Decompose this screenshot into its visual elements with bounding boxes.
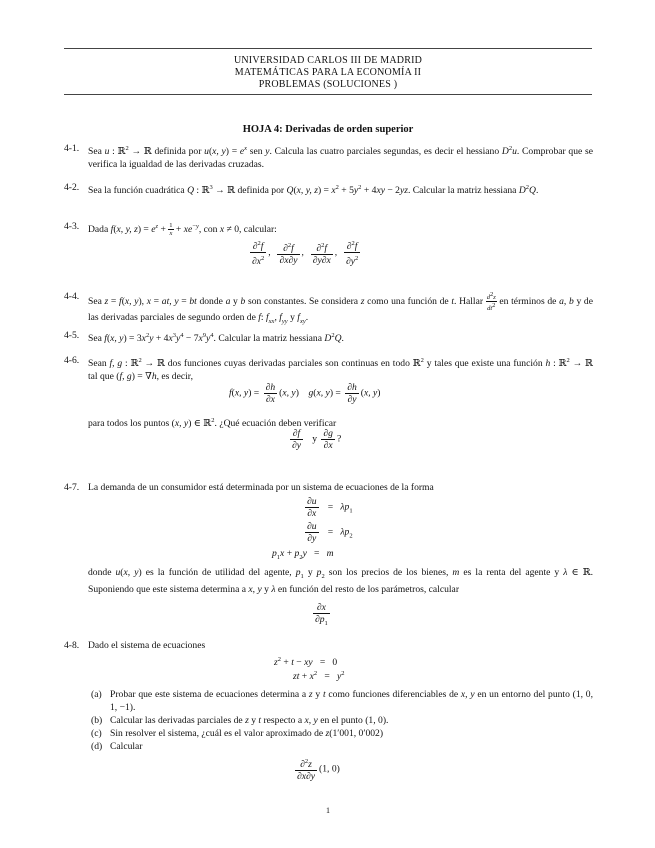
problem-number: 4-2.: [64, 182, 80, 193]
problem-4-7-text: La demanda de un consumidor está determinada por un sistema de ecuaciones de la forma: [88, 482, 434, 493]
item-label-b: (b): [91, 715, 103, 726]
problem-number: 4-7.: [64, 482, 80, 493]
item-label-a: (a): [91, 689, 102, 700]
problem-4-2-text: Sea la función cuadrática Q : ℝ$^3$ → ℝ definida por Q(x, y, $z) = x^2 + 5y^2 + 4xy - 2yz$. Calcular la matriz hessiana $D^2Q$.: [88, 184, 539, 197]
problem-number: 4-4.: [64, 291, 80, 302]
problem-4-8-item-b: Calcular las derivadas parciales de z y t respecto a x, y en el punto (1, 0).: [110, 715, 389, 726]
problem-4-8-item-d: Calcular: [110, 741, 143, 752]
problem-4-7-eq1: $\frac{\partial u}{\partial x}$ = $\lambda p_1$: [307, 496, 353, 519]
problem-4-7-target: $\frac{\partial x}{\partial p_1}$: [315, 602, 328, 627]
problem-number: 4-8.: [64, 640, 80, 651]
header-course: MATEMÁTICAS PARA LA ECONOMÍA II: [234, 67, 422, 78]
problem-4-7-eq2: $\frac{\partial u}{\partial y}$ = $\lambda p_2$: [307, 521, 353, 544]
page-number: 1: [326, 806, 330, 815]
header-subtitle: PROBLEMAS (SOLUCIONES ): [258, 79, 398, 90]
problem-4-3-derivatives: $\frac{\partial^2f}{\partial x^2}$ , $\frac{\partial^2f}{\partial x\partial y}$ , $\frac{\partial^2f}{\partial y\partial x}$ , $\frac{\partial^2f}{\partial y^2}$: [252, 240, 359, 268]
problem-4-7-eq3: $p_1x + p_2y = m$: [272, 548, 334, 561]
problem-4-8-text: Dado el sistema de ecuaciones: [88, 640, 206, 651]
problem-4-8-eq2: zt + $x^2 = y^2$: [293, 670, 345, 683]
problem-number: 4-3.: [64, 221, 80, 232]
problem-4-8-item-c: Sin resolver el sistema, ¿cuál es el valor aproximado de z(1′001, 0′002): [110, 728, 384, 739]
problem-4-8-item-a: Probar que este sistema de ecuaciones determina a z y t como funciones diferenciables de x, y en un entorno del punto (1, 0, 1, −1).: [110, 689, 594, 713]
problem-number: 4-5.: [64, 330, 80, 341]
problem-4-6-gradient-equation: f(x, y) = $\frac{\partial h}{\partial x}$ (x, y) g(x, y) = $\frac{\partial h}{\partial y}$ (x, y): [229, 382, 381, 405]
problem-4-6-question: para todos los puntos (x, y) ∈ ℝ$^2$. ¿Qué ecuación deben verificar: [88, 417, 337, 430]
problem-number: 4-6.: [64, 355, 80, 366]
problem-4-6-partials: $\frac{\partial f}{\partial y}$ y $\frac{\partial g}{\partial x}$ ?: [292, 428, 342, 451]
top-rule: [64, 48, 592, 49]
problem-number: 4-1.: [64, 143, 80, 154]
header-university: UNIVERSIDAD CARLOS III DE MADRID: [233, 55, 423, 66]
problem-4-7-description: donde u(x, y) es la función de utilidad del agente, $p_1$ y $p_2$ son los precios de los bienes, m es la renta del agente y λ ∈ ℝ. Suponiendo que este sistema determina a x, y y λ en función del resto de los parámetros, calcular: [88, 567, 593, 595]
item-label-c: (c): [91, 728, 102, 739]
problem-4-5-text: Sea f(x, $y) = 3x^2y + 4x^3y^4 - 7x^9y^4$. Calcular la matriz hessiana $D^2Q$.: [88, 332, 344, 345]
problem-4-4-text: Sea z = f(x, y), x = at, y = bt donde a y b son constantes. Se considera z como una función de t. Hallar $\frac{d^2z}{dt^2}$ en términos de a, b y de las derivadas parciales de segundo orden de f: $f_{xx}$, $f_{yy}$ y $f_{xy}$.: [88, 291, 593, 326]
problem-4-3-text: Dada f(x, y, $z) = e^z$ + $\frac{1}{x}$ + $xe^{-y}$, con x ≠ 0, calcular:: [88, 222, 277, 238]
problem-4-8-eq1: $z^2 + t$ − xy = 0: [274, 656, 338, 669]
problem-4-8-target: $\frac{\partial^2z}{\partial x\partial y}$ (1, 0): [297, 758, 340, 783]
problem-4-1-text: Sea u : ℝ$^2$ → ℝ definida por u(x, $y) = e^x$ sen y. Calcula las cuatro parciales segundas, es decir el hessiano $D^2u$. Comprobar que se verifica la igualdad de las derivadas cruzadas.: [88, 145, 593, 170]
header-rule: [64, 94, 592, 95]
sheet-title: HOJA 4: Derivadas de orden superior: [242, 124, 414, 135]
problem-4-6-text: Sean f, g : ℝ$^2$ → ℝ dos funciones cuyas derivadas parciales son continuas en todo ℝ$^2$ y tales que existe una función h : ℝ$^2$ → ℝ tal que (f, g) = ∇h, es decir,: [88, 357, 594, 382]
item-label-d: (d): [91, 741, 103, 752]
